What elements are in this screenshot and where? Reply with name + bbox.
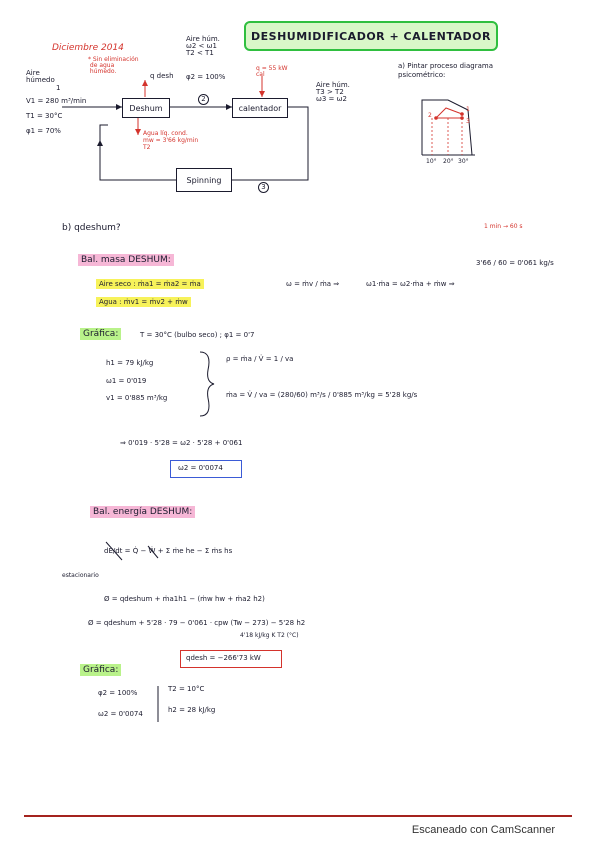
energy-units-note: 4'18 kJ/kg K T2 (°C): [240, 632, 299, 639]
h1-value: h1 = 79 kJ/kg: [106, 359, 154, 367]
v1-label: V1 = 280 m³/min: [26, 97, 87, 105]
q-result: qdesh = −266'73 kW: [186, 654, 261, 662]
bal-energia-title: Bal. energía DESHUM:: [90, 508, 195, 517]
rho-definition: ρ = ṁa / V̇ = 1 / va: [226, 355, 294, 363]
t2-value: T2 = 10°C: [168, 685, 205, 693]
psychro-point-3: [460, 116, 464, 120]
aire-hum-right: Aire húm. T3 > T2 ω3 = ω2: [316, 81, 350, 103]
state3-number: 3: [258, 182, 269, 193]
time-conversion: 1 min → 60 s: [484, 223, 523, 230]
spinning-label: Spinning: [186, 175, 222, 185]
footer-line: [24, 815, 572, 817]
agua-eq: Agua : ṁv1 = ṁv2 + ṁw: [96, 299, 191, 306]
w2-result: ω2 = 0'0074: [178, 464, 223, 472]
calentador-label: calentador: [238, 103, 282, 113]
aire-hum-top: Aire húm. ω2 < ω1 T2 < T1: [186, 35, 220, 57]
energy-line-2: Ø = qdeshum + 5'28 · 79 − 0'061 · cpw (Tw − 273) − 5'28 h2: [88, 619, 306, 627]
spinning-box: [176, 168, 232, 192]
estacionario-note: estacionario: [62, 572, 99, 579]
energy-equation: dE/dt = Q̇ − Ẇ + Σ ṁe he − Σ ṁs hs: [104, 547, 233, 555]
v1-value: v1 = 0'885 m³/kg: [106, 394, 168, 402]
h2-value: h2 = 28 kJ/kg: [168, 706, 216, 714]
state2-number: 2: [198, 94, 209, 105]
phi2-value: φ2 = 100%: [98, 689, 138, 697]
note-sin-elim: * Sin eliminación de agua húmedo.: [88, 56, 139, 75]
psychro-point-2: [434, 116, 438, 120]
mw-conversion: 3'66 / 60 = 0'061 kg/s: [476, 259, 554, 267]
q-cal-label: q = 55 kW cal: [256, 65, 288, 78]
omega-definition: ω = ṁv / ṁa ⇒: [286, 280, 340, 288]
w2-equation: ⇒ 0'019 · 5'28 = ω2 · 5'28 + 0'061: [120, 439, 243, 447]
energy-line-1: Ø = qdeshum + ṁa1h1 − (ṁw hw + ṁa2 h2): [104, 595, 265, 603]
loop-arrowhead: [97, 140, 103, 146]
w1-value: ω1 = 0'019: [106, 377, 147, 385]
page-title: DESHUMIDIFICADOR + CALENTADOR: [251, 29, 491, 43]
tick-30: 30°: [458, 158, 469, 165]
grafica1-title: Gráfica:: [80, 330, 121, 339]
deshum-box: [122, 98, 170, 118]
psychro-label-2: 2: [428, 112, 432, 119]
aire-seco-eq: Aire seco : ṁa1 = ṁa2 = ṁa: [96, 281, 204, 288]
calentador-box: [232, 98, 288, 118]
q-desh-label: q desh: [150, 72, 174, 80]
w2-value: ω2 = 0'0074: [98, 710, 143, 718]
deshum-label: Deshum: [129, 103, 163, 113]
tick-10: 10°: [426, 158, 437, 165]
phi1-label: φ1 = 70%: [26, 127, 61, 135]
omega-balance: ω1·ṁa = ω2·ṁa + ṁw ⇒: [366, 280, 455, 288]
qcal-arrowhead: [259, 91, 265, 97]
grafica1-conditions: T = 30°C (bulbo seco) ; φ1 = 0'7: [140, 331, 255, 339]
phi2-top: φ2 = 100%: [186, 73, 226, 81]
aire-humedo-label: Aire húmedo: [26, 69, 55, 84]
part-a-label: a) Pintar proceso diagrama psicométrico:: [398, 62, 493, 80]
tick-20: 20°: [443, 158, 454, 165]
date-label: Diciembre 2014: [52, 43, 124, 53]
grafica2-title: Gráfica:: [80, 666, 121, 675]
grafica1-brace: [200, 352, 214, 416]
bal-masa-title: Bal. masa DESHUM:: [78, 256, 174, 265]
t1-label: T1 = 30°C: [26, 112, 63, 120]
state1-number: 1: [56, 84, 61, 92]
qdesh-arrowhead: [142, 80, 148, 86]
agua-liq-label: Agua líq. cond. mw = 3'66 kg/min T2: [143, 130, 199, 152]
psychro-process: [436, 108, 462, 118]
condensate-arrowhead: [135, 129, 141, 135]
psychro-point-1: [460, 112, 464, 116]
scanner-watermark: Escaneado con CamScanner: [411, 824, 555, 836]
psychro-label-1: 1: [466, 106, 470, 113]
ma-calculation: ṁa = V̇ / va = (280/60) m³/s / 0'885 m³/kg = 5'28 kg/s: [226, 391, 418, 399]
part-b-label: b) qdeshum?: [62, 223, 121, 233]
psychro-label-3: 3: [466, 118, 470, 125]
